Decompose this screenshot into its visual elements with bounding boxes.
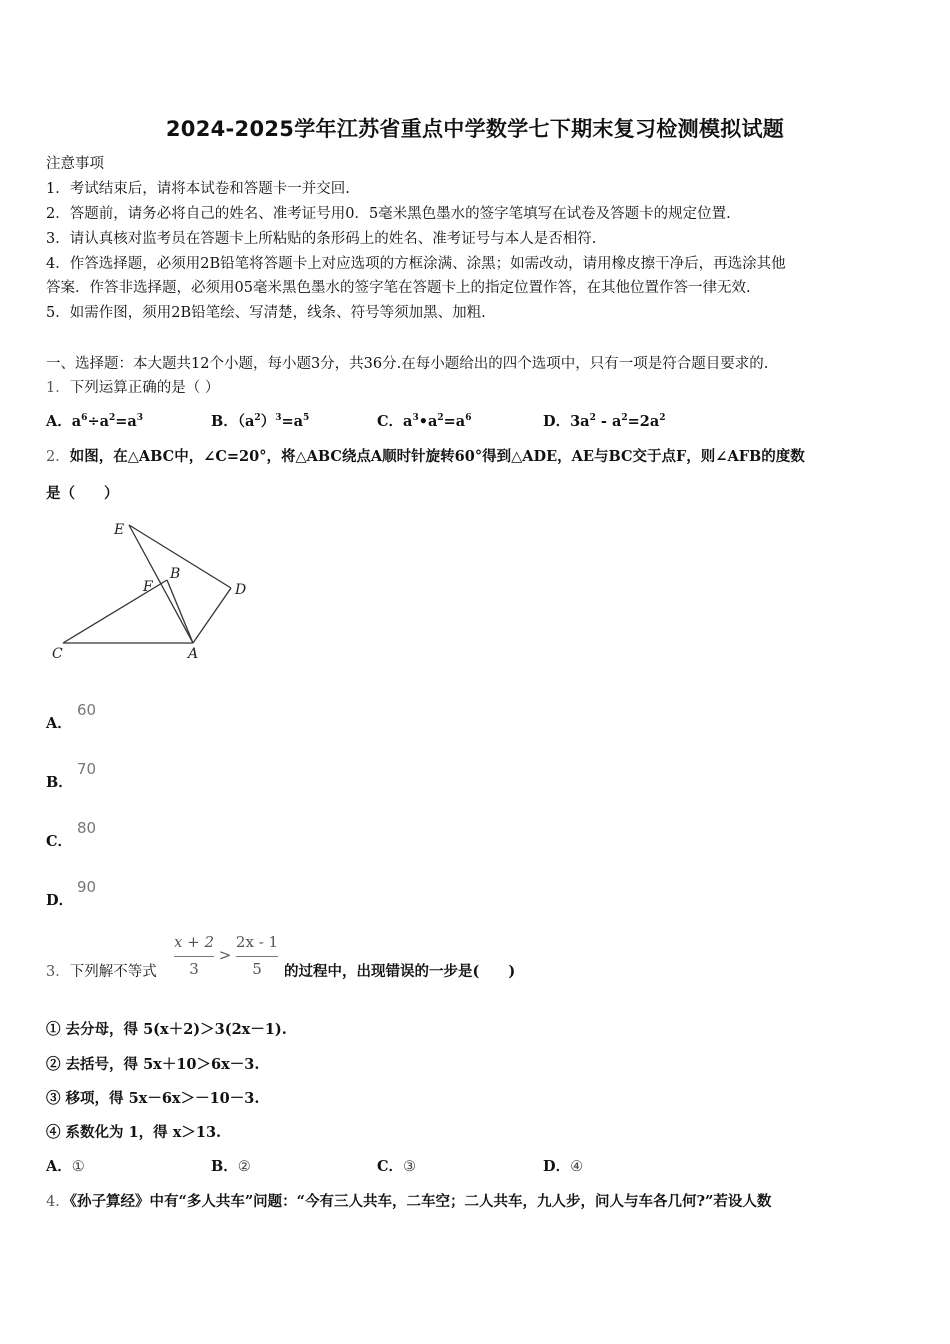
q2-option-a — [46, 712, 72, 733]
solution-step: ① 去分母，得 5(x＋2)＞3(2x－1). — [46, 1021, 287, 1038]
option-text: ④ — [570, 1159, 584, 1175]
page-title: 2024-2025学年江苏省重点中学数学七下期末复习检测模拟试题 — [165, 117, 785, 141]
option-text: $a^6\div a^2=a^3$ — [71, 413, 144, 430]
option-letter: A． — [46, 1158, 72, 1175]
option-text: $a^3•a^2=a^6$ — [403, 413, 472, 430]
notice-item: 4．作答选择题，必须用2B铅笔将答题卡上对应选项的方框涂满、涂黑；如需改动，请用橡皮擦干净后，再选涂其他 — [46, 256, 786, 272]
triangle-rotation-figure — [40, 512, 270, 662]
q3-option-c — [377, 1155, 416, 1176]
question-number: 3． — [46, 964, 70, 980]
question-stem: 下列解不等式 — [69, 964, 157, 980]
question-stem: 下列运算正确的是（ ） — [69, 380, 220, 396]
label-c: C — [52, 646, 63, 662]
fraction-bar — [174, 956, 214, 957]
question-1 — [46, 376, 219, 397]
option-value: 80 — [77, 819, 97, 837]
q3-option-b — [211, 1155, 251, 1176]
option-letter: D． — [46, 892, 74, 909]
label-f: F — [143, 579, 153, 595]
notice-item: 1．考试结束后，请将本试卷和答题卡一并交回. — [46, 181, 350, 197]
option-text: ① — [71, 1159, 85, 1175]
q2-option-b — [46, 771, 73, 792]
q1-option-c — [377, 410, 471, 431]
solution-step: ③ 移项，得 5x－6x＞－10－3. — [46, 1090, 260, 1107]
option-text: ③ — [403, 1159, 417, 1175]
fraction-denominator: 3 — [189, 960, 199, 978]
option-value: 70 — [77, 760, 97, 778]
option-letter: B． — [211, 413, 238, 430]
notice-item: 5．如需作图，须用2B铅笔绘、写清楚，线条、符号等须加黑、加粗. — [46, 305, 486, 321]
q1-option-b — [211, 410, 309, 431]
notice-heading: 注意事项 — [46, 156, 104, 172]
question-stem: 如图，在△ABC中，∠C=20°，将△ABC绕点A顺时针旋转60°得到△ADE，AE与BC交于点F，则∠AFB的度数 — [69, 448, 805, 465]
option-text: $3a^2 - a^2=2a^2$ — [570, 413, 666, 430]
option-letter: D． — [543, 413, 571, 430]
question-stem-end: 的过程中，出现错误的一步是( ) — [284, 963, 516, 980]
fraction-numerator: x + 2 — [173, 933, 215, 951]
question-number: 4． — [46, 1194, 70, 1210]
notice-item: 答案．作答非选择题，必须用05毫米黑色墨水的签字笔在答题卡上的指定位置作答，在其他位置作答一律无效. — [46, 280, 751, 296]
segment-ea — [129, 525, 193, 643]
question-4 — [46, 1190, 771, 1211]
question-3 — [46, 960, 157, 981]
q2-option-d — [46, 889, 73, 910]
option-letter: C． — [46, 833, 73, 850]
fraction-denominator: 5 — [252, 960, 262, 978]
q3-option-a — [46, 1155, 85, 1176]
q2-option-c — [46, 830, 72, 851]
label-b: B — [170, 566, 181, 582]
fraction-numerator: 2x - 1 — [235, 933, 279, 951]
question-2 — [46, 445, 805, 466]
section-heading: 一、选择题：本大题共12个小题，每小题3分，共36分.在每小题给出的四个选项中，只有一项是符合题目要求的. — [46, 356, 769, 372]
question-2-continuation: 是（ ） — [46, 485, 119, 502]
option-text: $(a^2)^3=a^5$ — [237, 413, 310, 430]
option-letter: A． — [46, 715, 72, 732]
question-number: 2． — [46, 449, 70, 465]
option-text: ② — [237, 1159, 251, 1175]
q1-option-d — [543, 410, 666, 431]
option-letter: C． — [377, 413, 404, 430]
option-value: 90 — [77, 878, 97, 896]
notice-item: 3．请认真核对监考员在答题卡上所粘贴的条形码上的姓名、准考证号与本人是否相符. — [46, 231, 597, 247]
greater-than-sign: > — [218, 946, 232, 964]
segment-ba — [167, 580, 193, 643]
solution-step: ② 去括号，得 5x＋10＞6x－3. — [46, 1056, 260, 1073]
option-letter: B． — [211, 1158, 238, 1175]
solution-step: ④ 系数化为 1，得 x＞13. — [46, 1124, 222, 1141]
option-letter: D． — [543, 1158, 571, 1175]
question-stem: 《孙子算经》中有“多人共车”问题：“今有三人共车，二车空；二人共车，九人步，问人与车各几何?”若设人数 — [69, 1193, 772, 1210]
option-letter: A． — [46, 413, 72, 430]
question-number: 1． — [46, 380, 70, 396]
option-letter: B． — [46, 774, 73, 791]
fraction-bar — [236, 956, 278, 957]
q3-option-d — [543, 1155, 583, 1176]
label-a: A — [188, 646, 199, 662]
option-value: 60 — [77, 701, 97, 719]
label-d: D — [235, 582, 247, 598]
segment-da — [193, 588, 231, 643]
q1-option-a — [46, 410, 143, 431]
label-e: E — [114, 522, 125, 538]
notice-item: 2．答题前，请务必将自己的姓名、准考证号用0．5毫米黑色墨水的签字笔填写在试卷及答题卡的规定位置. — [46, 206, 731, 222]
option-letter: C． — [377, 1158, 404, 1175]
